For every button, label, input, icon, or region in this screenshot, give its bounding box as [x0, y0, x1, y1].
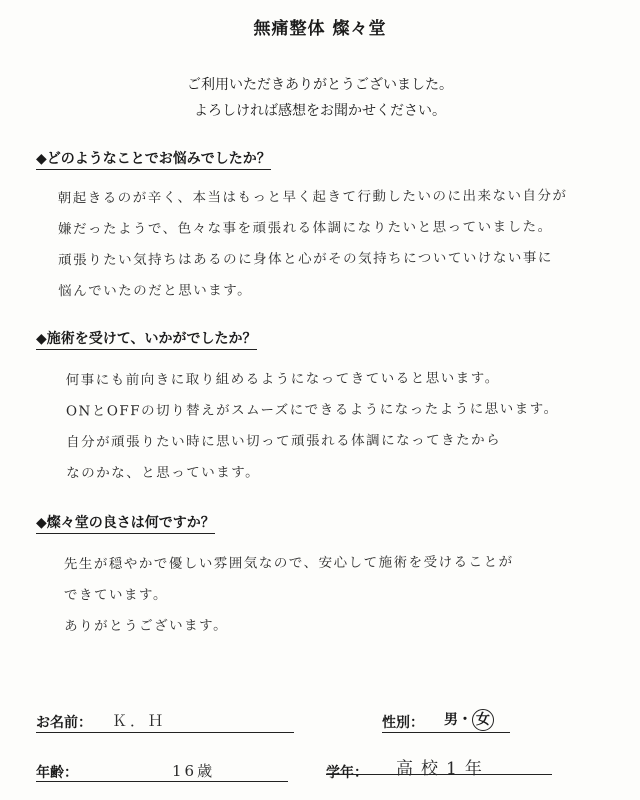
- question-heading: ◆どのようなことでお悩みでしたか？: [36, 148, 271, 170]
- answer-line: 朝起きるのが辛く、本当はもっと早く起きて行動したいのに出来ない自分が: [57, 187, 568, 207]
- name-value: Ｋ．Ｈ: [112, 712, 167, 730]
- answer-line: 悩んでいたのだと思います。: [58, 282, 253, 300]
- name-underline: [36, 732, 294, 733]
- question-heading: ◆燦々堂の良さは何ですか？: [36, 512, 215, 534]
- clinic-title: 無痛整体 燦々堂: [253, 19, 387, 39]
- gender-female-circled: 女: [472, 709, 494, 731]
- gender-separator: ・: [458, 712, 472, 728]
- gender-label: 性別：: [382, 715, 424, 731]
- name-label: お名前：: [36, 715, 92, 731]
- age-value: 16歳: [172, 762, 216, 780]
- gender-options: [444, 709, 494, 731]
- answer-line: 何事にも前向きに取り組めるようになってきていると思います。: [65, 370, 500, 389]
- answer-line: 自分が頑張りたい時に思い切って頑張れる体調になってきたから: [66, 432, 502, 451]
- answer-line: 先生が穏やかで優しい雰囲気なので、安心して施術を受けることが: [63, 554, 514, 573]
- age-underline: [36, 781, 288, 782]
- grade-underline: [326, 774, 552, 775]
- grade-value: 高校1年: [396, 759, 490, 779]
- intro-line-2: よろしければ感想をお聞かせください。: [194, 103, 446, 119]
- intro-line-1: ご利用いただきありがとうございました。: [187, 77, 453, 93]
- gender-underline: [382, 732, 510, 733]
- question-section-good-points: [36, 512, 606, 641]
- handwritten-answer: [64, 547, 606, 643]
- question-section-results: [36, 328, 606, 488]
- grade-label: 学年：: [326, 765, 368, 781]
- age-label: 年齢：: [36, 765, 78, 781]
- answer-line: できています。: [63, 586, 168, 604]
- answer-line: なのかな、と思っています。: [66, 464, 261, 482]
- answer-line: ありがとうございます。: [64, 617, 229, 635]
- answer-line: 頑張りたい気持ちはあるのに身体と心がその気持ちについていけない事に: [58, 249, 553, 269]
- answer-line: ONとOFFの切り替えがスムーズにできるようになったように思います。: [65, 400, 559, 420]
- answer-line: 嫌だったようで、色々な事を頑張れる体調になりたいと思っていました。: [57, 218, 553, 238]
- handwritten-answer: [58, 181, 607, 308]
- question-heading: ◆施術を受けて、いかがでしたか？: [36, 328, 257, 350]
- handwritten-answer: [66, 363, 607, 490]
- question-section-worries: [36, 148, 606, 306]
- intro-text: [0, 72, 640, 124]
- gender-male: 男: [444, 712, 458, 728]
